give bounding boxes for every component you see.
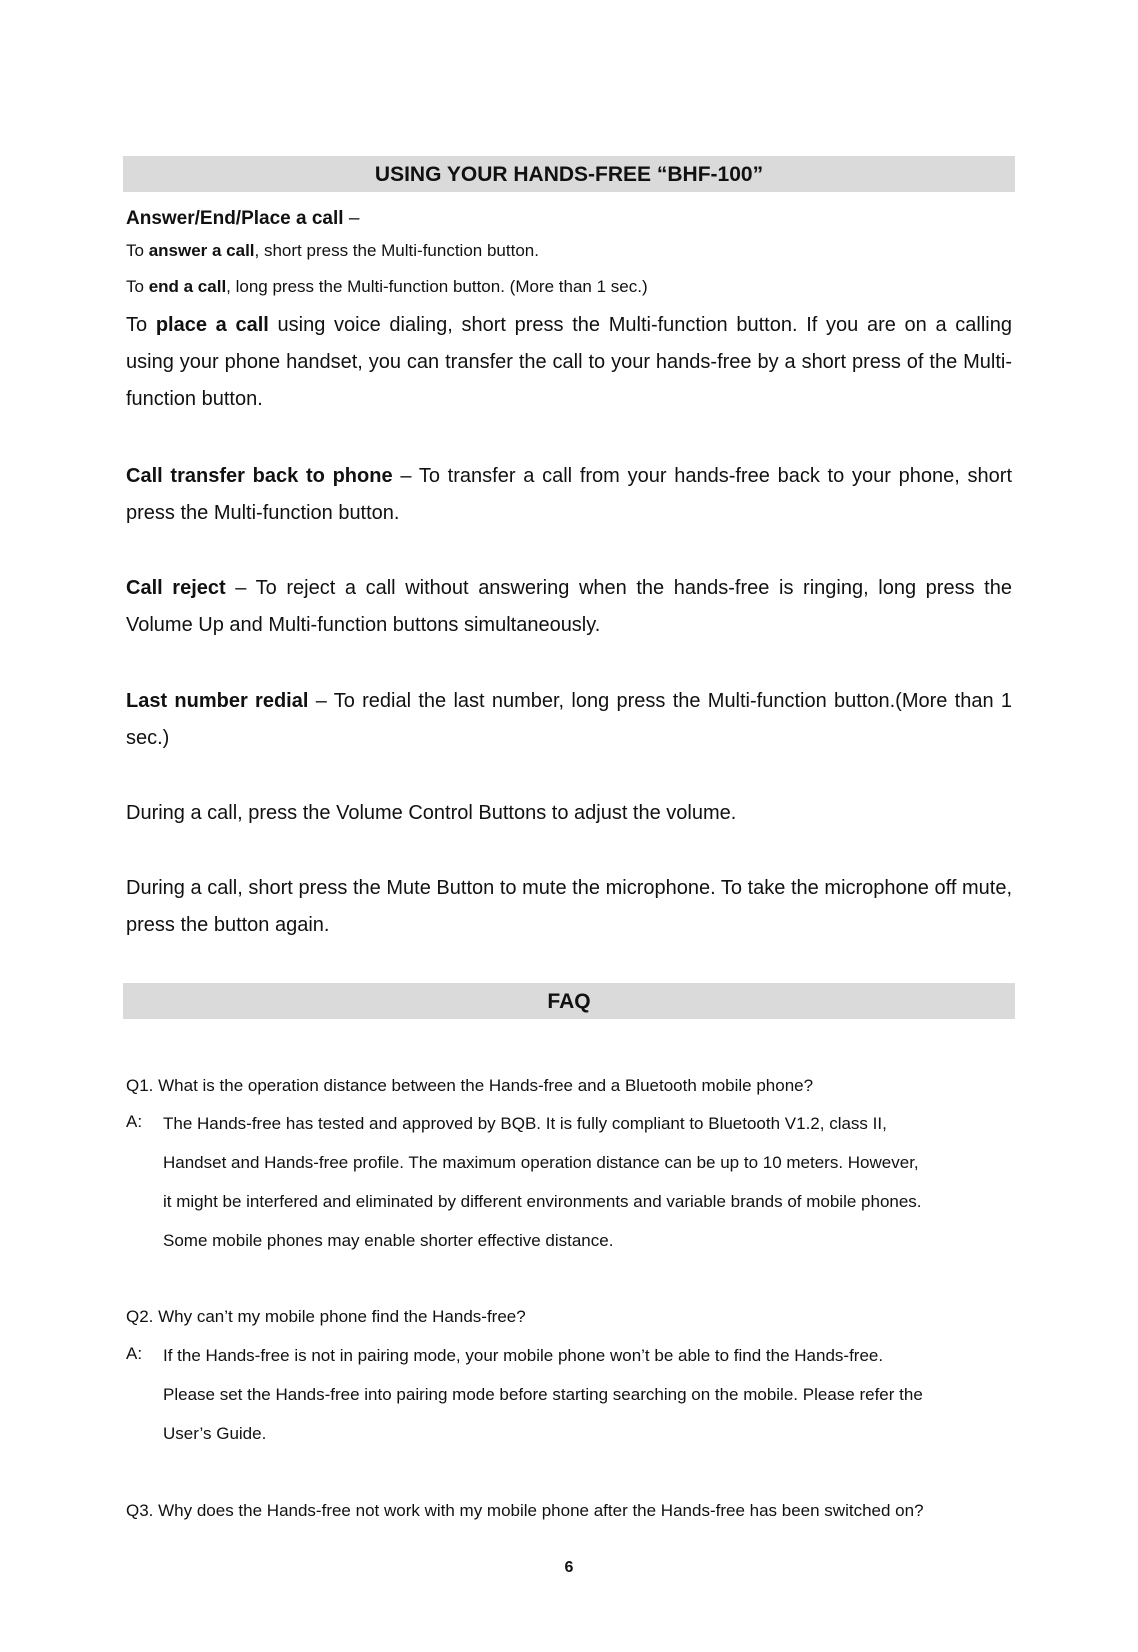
faq-answer-line: The Hands-free has tested and approved by BQB. It is fully compliant to Bluetooth V1.2, class II,	[163, 1114, 887, 1133]
mute-text: During a call, short press the Mute Button to mute the microphone. To take the microphone off mute, press the button again.	[126, 877, 1012, 936]
answer-call-instruction	[126, 239, 1012, 263]
call-transfer-paragraph	[126, 458, 1012, 532]
last-redial-heading: Last number redial	[126, 690, 309, 712]
call-reject-paragraph	[126, 570, 1012, 644]
call-reject-heading: Call reject	[126, 577, 226, 599]
place-bold: place a call	[155, 314, 269, 336]
answer-pre: To	[126, 241, 149, 260]
faq-answer-line: User’s Guide.	[163, 1424, 267, 1443]
end-pre: To	[126, 277, 149, 296]
faq-question: Q1. What is the operation distance between the Hands-free and a Bluetooth mobile phone?	[126, 1076, 814, 1095]
mute-paragraph	[126, 870, 1012, 944]
heading-dash: –	[343, 208, 360, 229]
volume-text: During a call, press the Volume Control Buttons to adjust the volume.	[126, 802, 737, 824]
faq-answer-label: A:	[126, 1344, 143, 1363]
faq-question: Q2. Why can’t my mobile phone find the Hands-free?	[126, 1307, 526, 1326]
place-pre: To	[126, 314, 156, 336]
call-transfer-text: – To transfer a call from your hands-free back to your phone, short press the Multi-function button.	[126, 465, 1013, 524]
place-post: using voice dialing, short press the Multi-function button. If you are on a calling using your phone handset, you can transfer the call to your hands-free by a short press of the Multi-function button.	[126, 314, 1012, 410]
section-title-banner	[123, 156, 1015, 192]
faq-answer-line: it might be interfered and eliminated by different environments and variable brands of mobile phones.	[163, 1192, 922, 1211]
volume-paragraph	[126, 795, 1012, 832]
faq-title: FAQ	[547, 990, 591, 1013]
answer-post: , short press the Multi-function button.	[254, 241, 539, 260]
faq-answer	[126, 1112, 1016, 1268]
place-call-paragraph	[126, 307, 1012, 418]
call-transfer-heading: Call transfer back to phone	[126, 465, 393, 487]
faq-answer-line: Please set the Hands-free into pairing mode before starting searching on the mobile. Please refer the	[163, 1385, 923, 1404]
end-call-instruction	[126, 275, 1012, 299]
call-reject-text: – To reject a call without answering when the hands-free is ringing, long press the Volume Up and Multi-function buttons simultaneously.	[126, 577, 1012, 636]
answer-end-place-heading: Answer/End/Place a call	[126, 208, 344, 229]
answer-bold: answer a call	[148, 241, 255, 260]
end-bold: end a call	[148, 277, 227, 296]
faq-answer-line: Some mobile phones may enable shorter effective distance.	[163, 1231, 614, 1250]
last-redial-paragraph	[126, 683, 1012, 757]
faq-answer-line: Handset and Hands-free profile. The maximum operation distance can be up to 10 meters. However,	[163, 1153, 919, 1172]
page-number: 6	[564, 1559, 574, 1576]
end-post: , long press the Multi-function button. (More than 1 sec.)	[226, 277, 648, 296]
answer-end-place-heading-line	[126, 206, 1012, 232]
faq-answer-label: A:	[126, 1112, 143, 1131]
faq-banner	[123, 983, 1015, 1019]
faq-answer	[126, 1344, 1016, 1461]
faq-answer-line: If the Hands-free is not in pairing mode, your mobile phone won’t be able to find the Hands-free.	[163, 1346, 884, 1365]
last-redial-text: – To redial the last number, long press the Multi-function button.(More than 1 sec.)	[126, 690, 1013, 749]
faq-question: Q3. Why does the Hands-free not work with my mobile phone after the Hands-free has been switched on?	[126, 1501, 924, 1520]
section-title: USING YOUR HANDS-FREE “BHF-100”	[374, 163, 764, 186]
